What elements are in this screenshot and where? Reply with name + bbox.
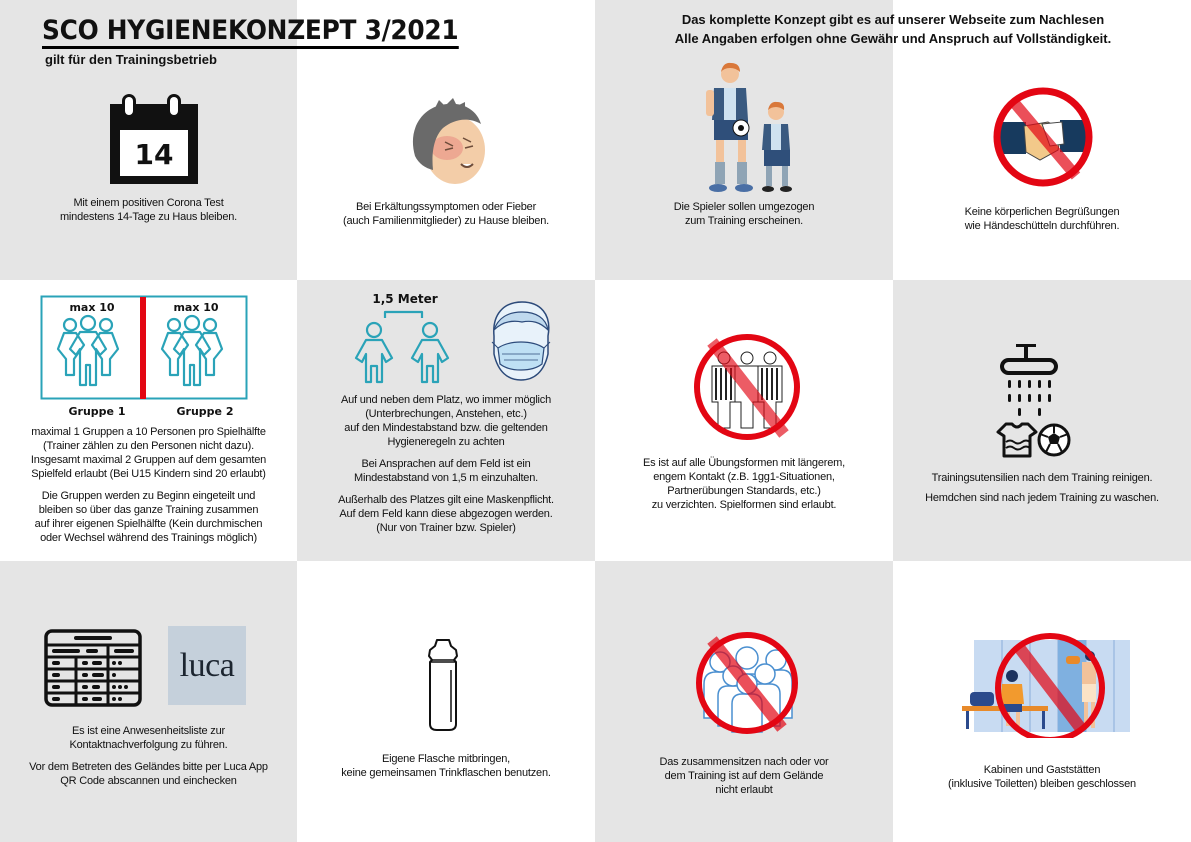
max-label-group-2: max 10	[173, 301, 219, 314]
players-icon	[700, 62, 800, 196]
text-line: Keine körperlichen Begrüßungen	[964, 206, 1120, 218]
text-line: wie Händeschütteln durchführen.	[964, 220, 1120, 232]
bottle-text	[297, 752, 595, 780]
group-1-label: Gruppe 1	[68, 405, 126, 418]
text-line: Mindestabstand von 1,5 m einzuhalten.	[354, 472, 538, 484]
dressed-text	[595, 200, 893, 228]
page-title: SCO HYGIENEKONZEPT 3/2021	[42, 16, 458, 49]
no-handshake-icon	[990, 84, 1096, 190]
attendance-text	[0, 724, 297, 788]
calendar-number: 14	[134, 138, 174, 171]
text-line: maximal 1 Gruppen a 10 Personen pro Spielhälfte	[31, 426, 266, 438]
no-locker-room-icon	[962, 626, 1132, 738]
distance-text	[297, 393, 595, 535]
sick-face-icon	[405, 98, 495, 190]
symptoms-text	[297, 200, 595, 228]
attendance-list-icon	[44, 629, 142, 707]
group-2-label: Gruppe 2	[176, 405, 234, 418]
distance-label: 1,5 Meter	[372, 292, 438, 306]
calendar-icon	[108, 94, 200, 186]
shower-icon	[996, 344, 1072, 460]
no-contact-icon	[690, 330, 804, 444]
page-subtitle: gilt für den Trainingsbetrieb	[45, 52, 217, 67]
text-line: Bei Ansprachen auf dem Feld ist ein	[361, 458, 531, 470]
text-line: (Unterbrechungen, Anstehen, etc.)	[365, 408, 527, 420]
note-line: Das komplette Konzept gibt es auf unserer Webseite zum Nachlesen	[681, 12, 1105, 27]
text-line: Hygieneregeln zu achten	[387, 436, 505, 448]
text-line: Hemdchen sind nach jedem Training zu waschen.	[925, 492, 1159, 504]
text-line: Kontaktnachverfolgung zu führen.	[69, 739, 228, 751]
text-line: engem Kontakt (z.B. 1gg1-Situationen,	[653, 471, 835, 483]
text-line: Insgesamt maximal 2 Gruppen auf dem gesamten	[30, 454, 267, 466]
mask-icon	[486, 300, 556, 382]
text-line: Das zusammensitzen nach oder vor	[659, 756, 829, 768]
text-line: (inklusive Toiletten) bleiben geschlossen	[948, 778, 1136, 790]
text-line: Die Spieler sollen umgezogen	[673, 201, 815, 213]
no-contact-text	[595, 456, 893, 512]
text-line: Außerhalb des Platzes gilt eine Maskenpflicht.	[338, 494, 554, 506]
text-line: bleiben so über das ganze Training zusammen	[38, 504, 259, 516]
distance-icon	[350, 310, 450, 384]
text-line: auf den Mindestabstand bzw. die geltenden	[344, 422, 548, 434]
text-line: nicht erlaubt	[715, 784, 773, 796]
text-line: (auch Familienmitglieder) zu Hause bleiben.	[342, 215, 549, 227]
text-line: QR Code abscannen und einchecken	[60, 775, 237, 787]
text-line: mindestens 14-Tage zu Haus bleiben.	[59, 211, 238, 223]
text-line: oder Wechsel während des Trainings möglich)	[40, 532, 257, 544]
text-line: Kabinen und Gaststätten	[983, 764, 1101, 776]
text-line: Eigene Flasche mitbringen,	[381, 753, 511, 765]
text-line: Die Gruppen werden zu Beginn eingeteilt und	[41, 490, 256, 502]
handshake-text	[893, 205, 1191, 233]
max-label-group-1: max 10	[69, 301, 115, 314]
text-line: Mit einem positiven Corona Test	[73, 197, 224, 209]
text-line: Spielfeld erlaubt (Bei U15 Kindern sind 20 erlaubt)	[31, 468, 266, 480]
no-gathering-icon	[690, 628, 804, 738]
text-line: Partnerübungen Standards, etc.)	[667, 485, 821, 497]
bottle-icon	[425, 638, 461, 732]
locker-text	[893, 763, 1191, 791]
text-line: Auf dem Feld kann diese abgezogen werden.	[339, 508, 553, 520]
text-line: keine gemeinsamen Trinkflaschen benutzen.	[341, 767, 551, 779]
text-line: zum Training erscheinen.	[684, 215, 804, 227]
luca-logo: luca	[168, 626, 246, 705]
cleaning-text	[893, 471, 1191, 505]
text-line: (Nur von Trainer bzw. Spieler)	[376, 522, 516, 534]
disclaimer-note	[595, 10, 1191, 48]
text-line: zu verzichten. Spielformen sind erlaubt.	[651, 499, 837, 511]
quarantine-text	[0, 196, 297, 224]
text-line: Vor dem Betreten des Geländes bitte per Luca App	[29, 761, 268, 773]
text-line: Auf und neben dem Platz, wo immer möglich	[340, 394, 552, 406]
text-line: Es ist eine Anwesenheitsliste zur	[72, 725, 225, 737]
text-line: Bei Erkältungssymptomen oder Fieber	[355, 201, 537, 213]
text-line: Es ist auf alle Übungsformen mit längerem,	[643, 457, 845, 469]
text-line: (Trainer zählen zu den Personen nicht dazu).	[43, 440, 254, 452]
note-line: Alle Angaben erfolgen ohne Gewähr und Anspruch auf Vollständigkeit.	[674, 31, 1112, 46]
groups-text	[0, 425, 297, 545]
text-line: dem Training ist auf dem Gelände	[664, 770, 824, 782]
text-line: Trainingsutensilien nach dem Training reinigen.	[931, 472, 1153, 484]
text-line: auf ihrer eigenen Spielhälfte (Kein durchmischen	[34, 518, 263, 530]
no-sitting-text	[595, 755, 893, 797]
